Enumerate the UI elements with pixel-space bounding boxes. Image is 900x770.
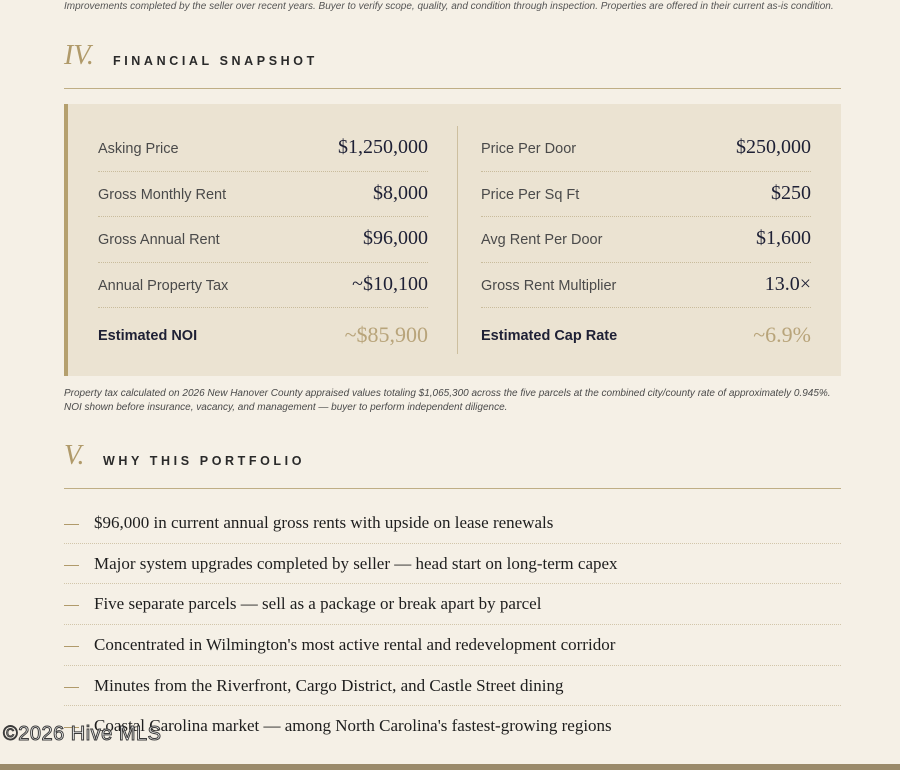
metric-row-highlight xyxy=(481,308,811,358)
financial-left-column xyxy=(98,126,428,358)
dash-icon xyxy=(64,565,79,566)
metric-label: Price Per Sq Ft xyxy=(481,186,580,203)
dash-icon xyxy=(64,646,79,647)
metric-value: ~$10,100 xyxy=(352,272,428,295)
list-item xyxy=(64,625,841,666)
metric-value: $8,000 xyxy=(373,181,428,204)
metric-value: ~6.9% xyxy=(753,322,811,347)
metric-value: ~$85,900 xyxy=(344,322,428,347)
metric-value: 13.0× xyxy=(764,272,811,295)
metric-label: Asking Price xyxy=(98,141,179,157)
dash-icon xyxy=(64,605,79,606)
list-item xyxy=(64,666,841,707)
column-divider xyxy=(457,126,458,354)
why-portfolio-header xyxy=(64,440,841,489)
dash-icon xyxy=(64,687,79,688)
list-item-text: Coastal Carolina market — among North Carolina's fastest-growing regions xyxy=(94,716,612,736)
list-item-text: Minutes from the Riverfront, Cargo District, and Castle Street dining xyxy=(94,675,564,695)
metric-value: $96,000 xyxy=(363,227,428,249)
list-item xyxy=(64,503,841,544)
list-item xyxy=(64,584,841,625)
metric-row xyxy=(98,217,428,263)
list-item-text: Major system upgrades completed by seller — head start on long-term capex xyxy=(94,553,618,573)
section-numeral: V. xyxy=(64,440,85,471)
metric-row xyxy=(481,217,811,263)
list-item-text: $96,000 in current annual gross rents with upside on lease renewals xyxy=(94,513,554,532)
mls-watermark: ©2026 Hive MLS xyxy=(3,723,162,745)
metric-label: Price Per Door xyxy=(481,141,577,157)
list-item-text: Concentrated in Wilmington's most active rental and redevelopment corridor xyxy=(94,635,616,655)
section-title: WHY THIS PORTFOLIO xyxy=(103,454,306,468)
metric-value: $1,250,000 xyxy=(338,136,428,158)
metric-label: Avg Rent Per Door xyxy=(481,232,603,248)
financial-right-column xyxy=(481,126,811,358)
footnote-line: Property tax calculated on 2026 New Hanover County appraised values totaling $1,065,300 across the five parcels at the combined city/county rate of approximately 0.945%. xyxy=(64,388,831,399)
metric-label: Estimated Cap Rate xyxy=(481,328,618,344)
metric-row xyxy=(98,263,428,309)
metric-label: Annual Property Tax xyxy=(98,277,229,294)
footnote-line: NOI shown before insurance, vacancy, and management — buyer to perform independent diligence. xyxy=(64,402,508,413)
list-item xyxy=(64,544,841,585)
metric-row xyxy=(481,263,811,309)
financial-snapshot-header xyxy=(64,40,841,89)
intro-note: Improvements completed by the seller over recent years. Buyer to verify scope, quality, and condition through inspection. Properties are offered in their current as-is condition. xyxy=(64,1,834,12)
metric-value: $250,000 xyxy=(736,136,811,158)
metric-label: Gross Rent Multiplier xyxy=(481,277,617,294)
metric-row xyxy=(98,126,428,172)
list-item xyxy=(64,706,841,746)
metric-row-highlight xyxy=(98,308,428,358)
metric-row xyxy=(98,172,428,218)
metric-row xyxy=(481,172,811,218)
financial-panel xyxy=(64,104,841,376)
metric-label: Gross Monthly Rent xyxy=(98,186,227,203)
bottom-border xyxy=(0,764,900,770)
dash-icon xyxy=(64,524,79,525)
metric-value: $250 xyxy=(771,181,811,204)
metric-label: Gross Annual Rent xyxy=(98,232,220,248)
metric-row xyxy=(481,126,811,172)
metric-value: $1,600 xyxy=(756,227,811,249)
list-item-text: Five separate parcels — sell as a package or break apart by parcel xyxy=(94,594,542,614)
section-numeral: IV. xyxy=(64,40,94,71)
metric-label: Estimated NOI xyxy=(98,328,198,344)
financial-footnote xyxy=(64,387,854,415)
why-portfolio-list xyxy=(64,503,841,746)
section-title: FINANCIAL SNAPSHOT xyxy=(113,54,318,68)
